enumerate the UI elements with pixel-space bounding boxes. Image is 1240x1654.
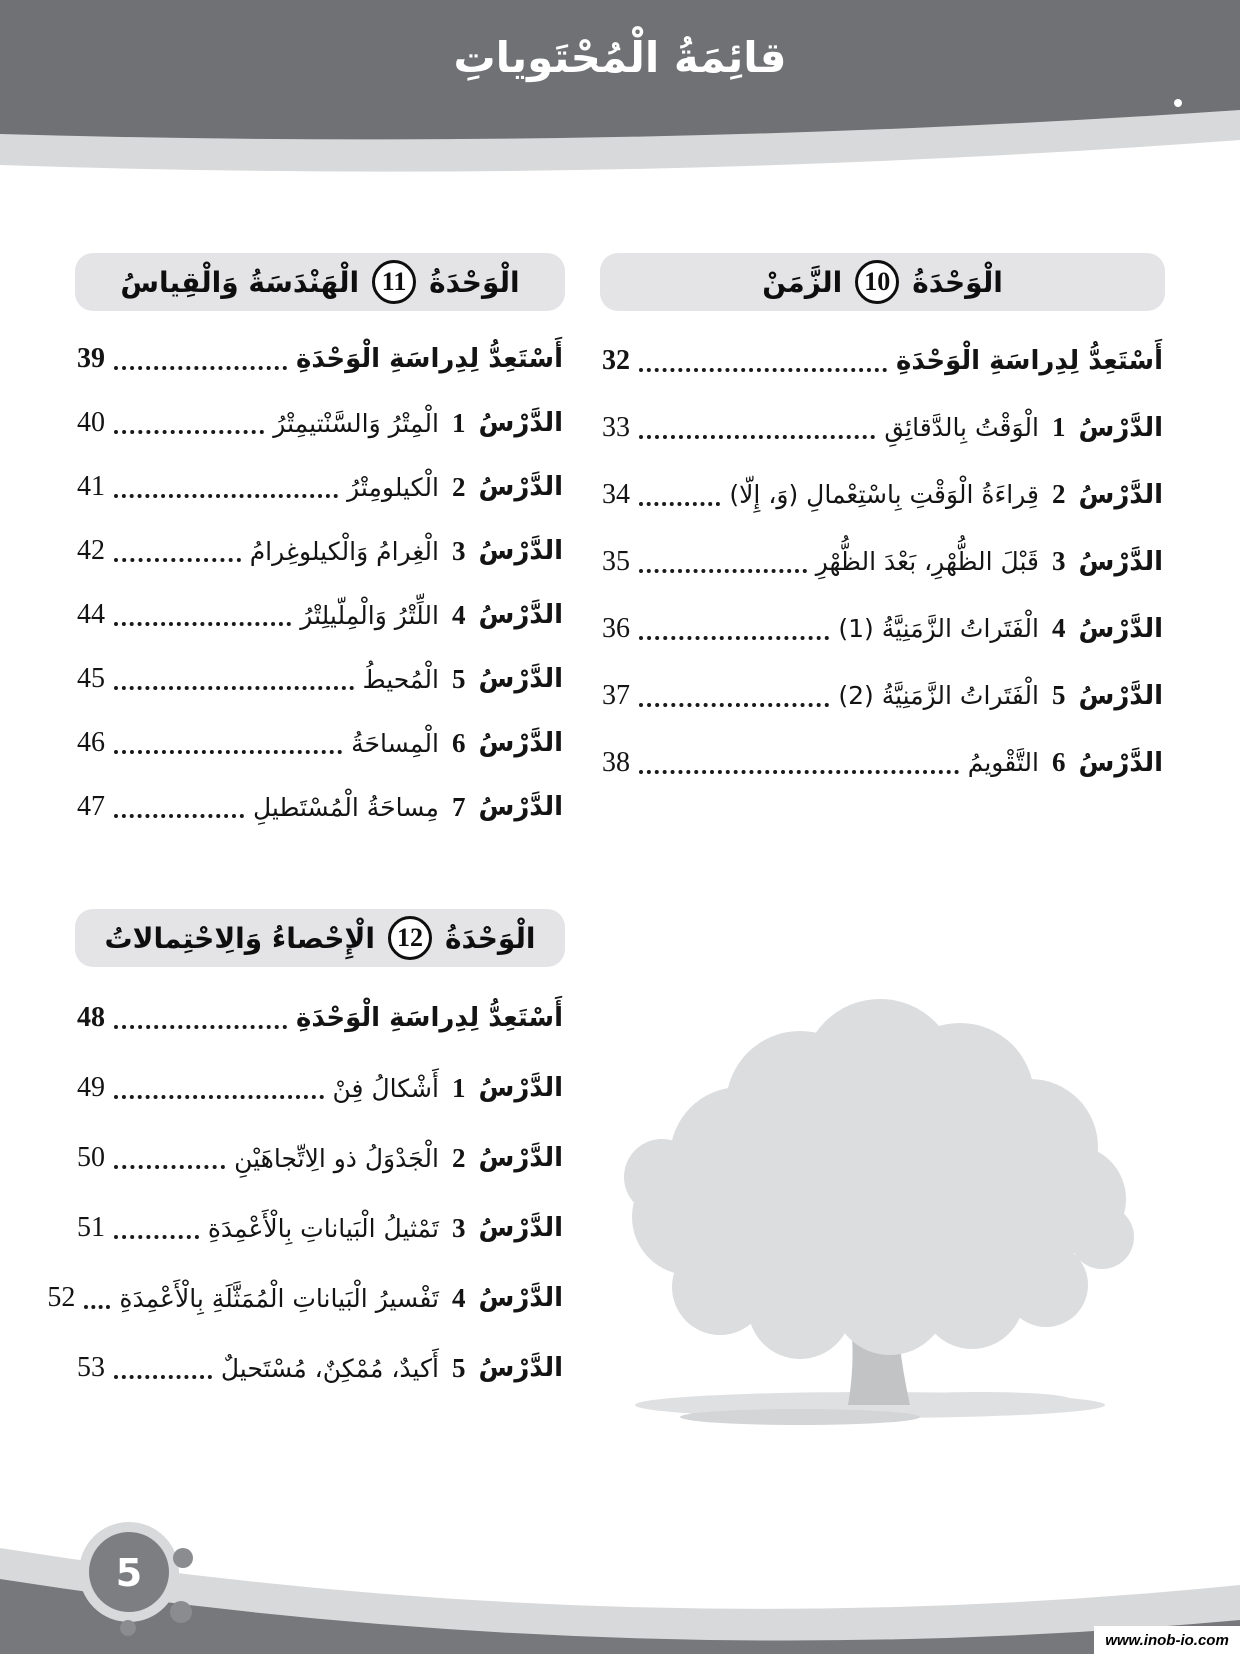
unit-section-12 xyxy=(47,909,565,1403)
lesson-number: 3 xyxy=(451,1212,466,1243)
lesson-label: الدَّرْسُ xyxy=(1078,412,1163,443)
unit-title: الْإِحْصاءُ وَالِاحْتِمالاتُ xyxy=(104,921,375,955)
lesson-number: 4 xyxy=(451,1282,466,1313)
lesson-number: 3 xyxy=(1051,546,1066,576)
lesson-title: الْكيلومِتْرُ xyxy=(347,472,439,502)
toc-lesson-row xyxy=(602,662,1163,729)
lesson-number: 2 xyxy=(1051,479,1066,509)
lesson-page-number: 46 xyxy=(77,727,105,758)
lesson-title: الْوَقْتُ بِالدَّقائِقِ xyxy=(884,413,1039,442)
toc-lesson-row xyxy=(77,775,563,839)
lesson-page-number: 36 xyxy=(602,612,630,644)
lesson-title: الْغِرامُ وَالْكيلوغِرامُ xyxy=(249,536,439,566)
lesson-number: 2 xyxy=(451,1142,466,1173)
lesson-page-number: 33 xyxy=(602,411,630,443)
dotted-leader xyxy=(639,502,720,506)
dotted-leader xyxy=(639,636,829,640)
unit-label: الْوَحْدَةُ xyxy=(444,921,536,955)
toc-intro-row xyxy=(602,327,1163,394)
lesson-title: مِساحَةُ الْمُسْتَطيلِ xyxy=(252,792,439,822)
toc-lesson-row xyxy=(77,1333,563,1403)
toc-lesson-row xyxy=(77,647,563,711)
toc-lesson-row xyxy=(77,455,563,519)
lesson-label: الدَّرْسُ xyxy=(1078,546,1163,577)
toc-lesson-row xyxy=(77,583,563,647)
dotted-leader xyxy=(114,1375,212,1379)
lesson-label: الدَّرْسُ xyxy=(478,792,563,822)
unit-section-10 xyxy=(600,253,1165,796)
lesson-number: 1 xyxy=(1051,412,1066,442)
lesson-number: 5 xyxy=(1051,680,1066,710)
lesson-label: الدَّرْسُ xyxy=(478,1353,563,1383)
dotted-leader xyxy=(114,750,342,754)
unit-label: الْوَحْدَةُ xyxy=(912,265,1003,299)
lesson-page-number: 52 xyxy=(47,1282,76,1313)
toc-lesson-row xyxy=(602,528,1163,595)
lesson-number: 4 xyxy=(451,599,466,630)
unit-rows xyxy=(47,983,565,1403)
intro-page-number: 39 xyxy=(77,343,105,374)
toc-lesson-row xyxy=(602,595,1163,662)
header-dot-decoration xyxy=(1174,99,1182,107)
lesson-number: 4 xyxy=(1051,613,1066,643)
lesson-label: الدَّرْسُ xyxy=(478,664,563,694)
toc-lesson-row xyxy=(77,519,563,583)
lesson-number: 6 xyxy=(1051,747,1066,777)
lesson-title: قِراءَةُ الْوَقْتِ بِاسْتِعْمالِ (وَ، إِلّا) xyxy=(729,480,1039,509)
lesson-title: أَكيدٌ، مُمْكِنٌ، مُسْتَحيلٌ xyxy=(220,1353,439,1383)
lesson-page-number: 37 xyxy=(602,679,630,711)
toc-lesson-row xyxy=(602,394,1163,461)
toc-lesson-row xyxy=(77,1053,563,1123)
intro-page-number: 32 xyxy=(602,344,630,376)
unit-rows xyxy=(75,327,565,839)
lesson-number: 1 xyxy=(451,407,466,438)
dotted-leader xyxy=(639,435,875,439)
lesson-page-number: 35 xyxy=(602,545,630,577)
unit-label: الْوَحْدَةُ xyxy=(429,265,520,299)
lesson-label: الدَّرْسُ xyxy=(478,1143,563,1173)
unit-number-badge xyxy=(372,260,416,304)
unit-section-11 xyxy=(75,253,565,839)
unit-header xyxy=(75,253,565,311)
lesson-label: الدَّرْسُ xyxy=(478,1213,563,1243)
lesson-label: الدَّرْسُ xyxy=(1078,613,1163,644)
lesson-page-number: 47 xyxy=(77,791,105,822)
toc-intro-row xyxy=(77,327,563,391)
dotted-leader xyxy=(639,770,959,774)
toc-lesson-row xyxy=(77,391,563,455)
intro-title: أَسْتَعِدُّ لِدِراسَةِ الْوَحْدَةِ xyxy=(296,1003,563,1033)
lesson-title: التَّقْويمُ xyxy=(967,748,1039,777)
lesson-title: الْفَتَراتُ الزَّمَنِيَّةُ (1) xyxy=(838,614,1039,643)
unit-rows xyxy=(600,327,1165,796)
lesson-title: الْجَدْوَلُ ذو الِاتِّجاهَيْنِ xyxy=(234,1143,439,1173)
dotted-leader xyxy=(84,1305,110,1309)
lesson-label: الدَّرْسُ xyxy=(478,728,563,758)
lesson-title: الْمِتْرُ وَالسَّنْتيمِتْرُ xyxy=(273,408,439,438)
badge-dot-1 xyxy=(173,1548,193,1568)
toc-lesson-row xyxy=(47,1263,563,1333)
lesson-number: 6 xyxy=(451,727,466,758)
lesson-label: الدَّرْسُ xyxy=(478,472,563,502)
lesson-page-number: 40 xyxy=(77,407,105,438)
unit-number: 12 xyxy=(396,923,423,952)
lesson-title: اللِّتْرُ وَالْمِلّيلِتْرُ xyxy=(300,600,439,630)
lesson-page-number: 45 xyxy=(77,663,105,694)
lesson-number: 7 xyxy=(451,791,466,822)
lesson-page-number: 34 xyxy=(602,478,630,510)
lesson-number: 1 xyxy=(451,1072,466,1103)
dotted-leader xyxy=(114,814,244,818)
lesson-page-number: 41 xyxy=(77,471,105,502)
lesson-label: الدَّرْسُ xyxy=(478,408,563,438)
lesson-label: الدَّرْسُ xyxy=(1078,747,1163,778)
toc-lesson-row xyxy=(602,461,1163,528)
lesson-page-number: 53 xyxy=(77,1352,105,1383)
lesson-page-number: 50 xyxy=(77,1142,105,1173)
dotted-leader xyxy=(114,366,287,370)
lesson-title: الْمُحيطُ xyxy=(362,664,439,694)
column-unit-10 xyxy=(600,253,1165,1403)
dotted-leader xyxy=(639,703,829,707)
lesson-label: الدَّرْسُ xyxy=(478,1073,563,1103)
toc-intro-row xyxy=(77,983,563,1053)
footer-band xyxy=(0,1494,1240,1654)
lesson-page-number: 51 xyxy=(77,1212,105,1243)
lesson-title: تَفْسيرُ الْبَياناتِ الْمُمَثَّلَةِ بِالْأَعْمِدَةِ xyxy=(119,1283,439,1313)
unit-number-badge xyxy=(388,916,432,960)
lesson-label: الدَّرْسُ xyxy=(1078,479,1163,510)
lesson-page-number: 38 xyxy=(602,746,630,778)
lesson-number: 2 xyxy=(451,471,466,502)
dotted-leader xyxy=(114,1095,324,1099)
badge-dot-3 xyxy=(120,1620,136,1636)
intro-page-number: 48 xyxy=(77,1002,105,1033)
toc-lesson-row xyxy=(602,729,1163,796)
column-units-11-12 xyxy=(47,253,565,1403)
lesson-number: 5 xyxy=(451,1352,466,1383)
page-number: 5 xyxy=(115,1551,143,1595)
lesson-label: الدَّرْسُ xyxy=(478,600,563,630)
intro-title: أَسْتَعِدُّ لِدِراسَةِ الْوَحْدَةِ xyxy=(296,344,563,374)
lesson-page-number: 49 xyxy=(77,1072,105,1103)
intro-title: أَسْتَعِدُّ لِدِراسَةِ الْوَحْدَةِ xyxy=(896,345,1163,376)
watermark: www.inob-io.com xyxy=(1094,1626,1240,1654)
dotted-leader xyxy=(114,558,241,562)
toc-lesson-row xyxy=(77,1193,563,1263)
lesson-label: الدَّرْسُ xyxy=(1078,680,1163,711)
dotted-leader xyxy=(114,494,338,498)
unit-title: الزَّمَنْ xyxy=(762,265,843,299)
unit-title: الْهَنْدَسَةُ وَالْقِياسُ xyxy=(120,265,360,299)
lesson-label: الدَّرْسُ xyxy=(478,1283,563,1313)
toc-lesson-row xyxy=(77,711,563,775)
unit-number: 10 xyxy=(864,267,891,296)
dotted-leader xyxy=(114,430,264,434)
dotted-leader xyxy=(114,1235,199,1239)
unit-number-badge xyxy=(855,260,899,304)
dotted-leader xyxy=(114,622,291,626)
lesson-title: قَبْلَ الظُّهْرِ، بَعْدَ الظُّهْرِ xyxy=(815,547,1039,576)
unit-number: 11 xyxy=(381,267,407,296)
lesson-title: الْفَتَراتُ الزَّمَنِيَّةُ (2) xyxy=(838,681,1039,710)
lesson-title: أَشْكالُ فِنْ xyxy=(332,1073,439,1103)
unit-header xyxy=(75,909,565,967)
lesson-number: 3 xyxy=(451,535,466,566)
lesson-page-number: 44 xyxy=(77,599,105,630)
lesson-page-number: 42 xyxy=(77,535,105,566)
dotted-leader xyxy=(639,569,807,573)
lesson-number: 5 xyxy=(451,663,466,694)
lesson-label: الدَّرْسُ xyxy=(478,536,563,566)
unit-header xyxy=(600,253,1165,311)
dotted-leader xyxy=(114,1165,225,1169)
lesson-title: الْمِساحَةُ xyxy=(351,728,439,758)
header-band xyxy=(0,0,1240,190)
toc-lesson-row xyxy=(77,1123,563,1193)
toc-columns xyxy=(47,253,1165,1403)
page-title: قائِمَةُ الْمُحْتَوياتِ xyxy=(453,33,787,82)
dotted-leader xyxy=(114,686,354,690)
dotted-leader xyxy=(114,1025,287,1029)
lesson-title: تَمْثيلُ الْبَياناتِ بِالْأَعْمِدَةِ xyxy=(207,1213,439,1243)
dotted-leader xyxy=(639,368,887,372)
badge-dot-2 xyxy=(170,1601,192,1623)
